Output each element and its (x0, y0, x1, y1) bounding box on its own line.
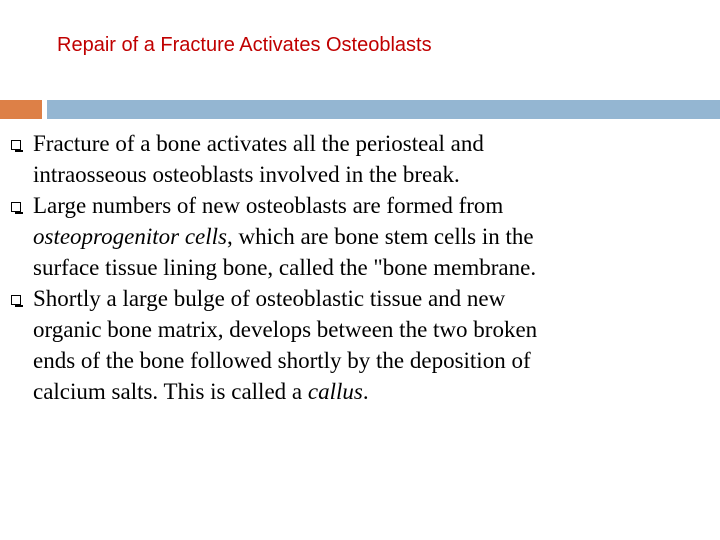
bullet-line-start: calcium salts. This is called a (33, 379, 308, 404)
square-bullet-icon (11, 202, 21, 212)
square-bullet-icon (11, 140, 21, 150)
italic-term: osteoprogenitor cells (33, 224, 227, 249)
bullet-list (0, 128, 720, 407)
square-bullet-icon (11, 295, 21, 305)
bullet-line: intraosseous osteoblasts involved in the break. (33, 162, 460, 187)
bullet-item-fracture (0, 128, 720, 190)
bullet-line: Large numbers of new osteoblasts are formed from (33, 193, 504, 218)
bullet-line (33, 221, 680, 252)
title-rule-orange (0, 100, 42, 119)
italic-term-callus: callus (307, 379, 363, 404)
bullet-line-end: . (362, 379, 369, 404)
bullet-line: ends of the bone followed shortly by the deposition of (33, 348, 531, 373)
bullet-line: Fracture of a bone activates all the periosteal and (33, 131, 484, 156)
bullet-item-new-osteoblasts (0, 190, 720, 283)
bullet-line-rest: , which are bone stem cells in the (226, 224, 534, 249)
bullet-line: organic bone matrix, develops between the two broken (33, 317, 538, 342)
bullet-line: Shortly a large bulge of osteoblastic tissue and new (33, 286, 506, 311)
slide-title: Repair of a Fracture Activates Osteoblasts (57, 34, 432, 56)
title-rule-blue (47, 100, 720, 119)
bullet-item-callus (0, 283, 720, 407)
bullet-line: surface tissue lining bone, called the "bone membrane. (33, 255, 537, 280)
bullet-line (33, 376, 680, 407)
